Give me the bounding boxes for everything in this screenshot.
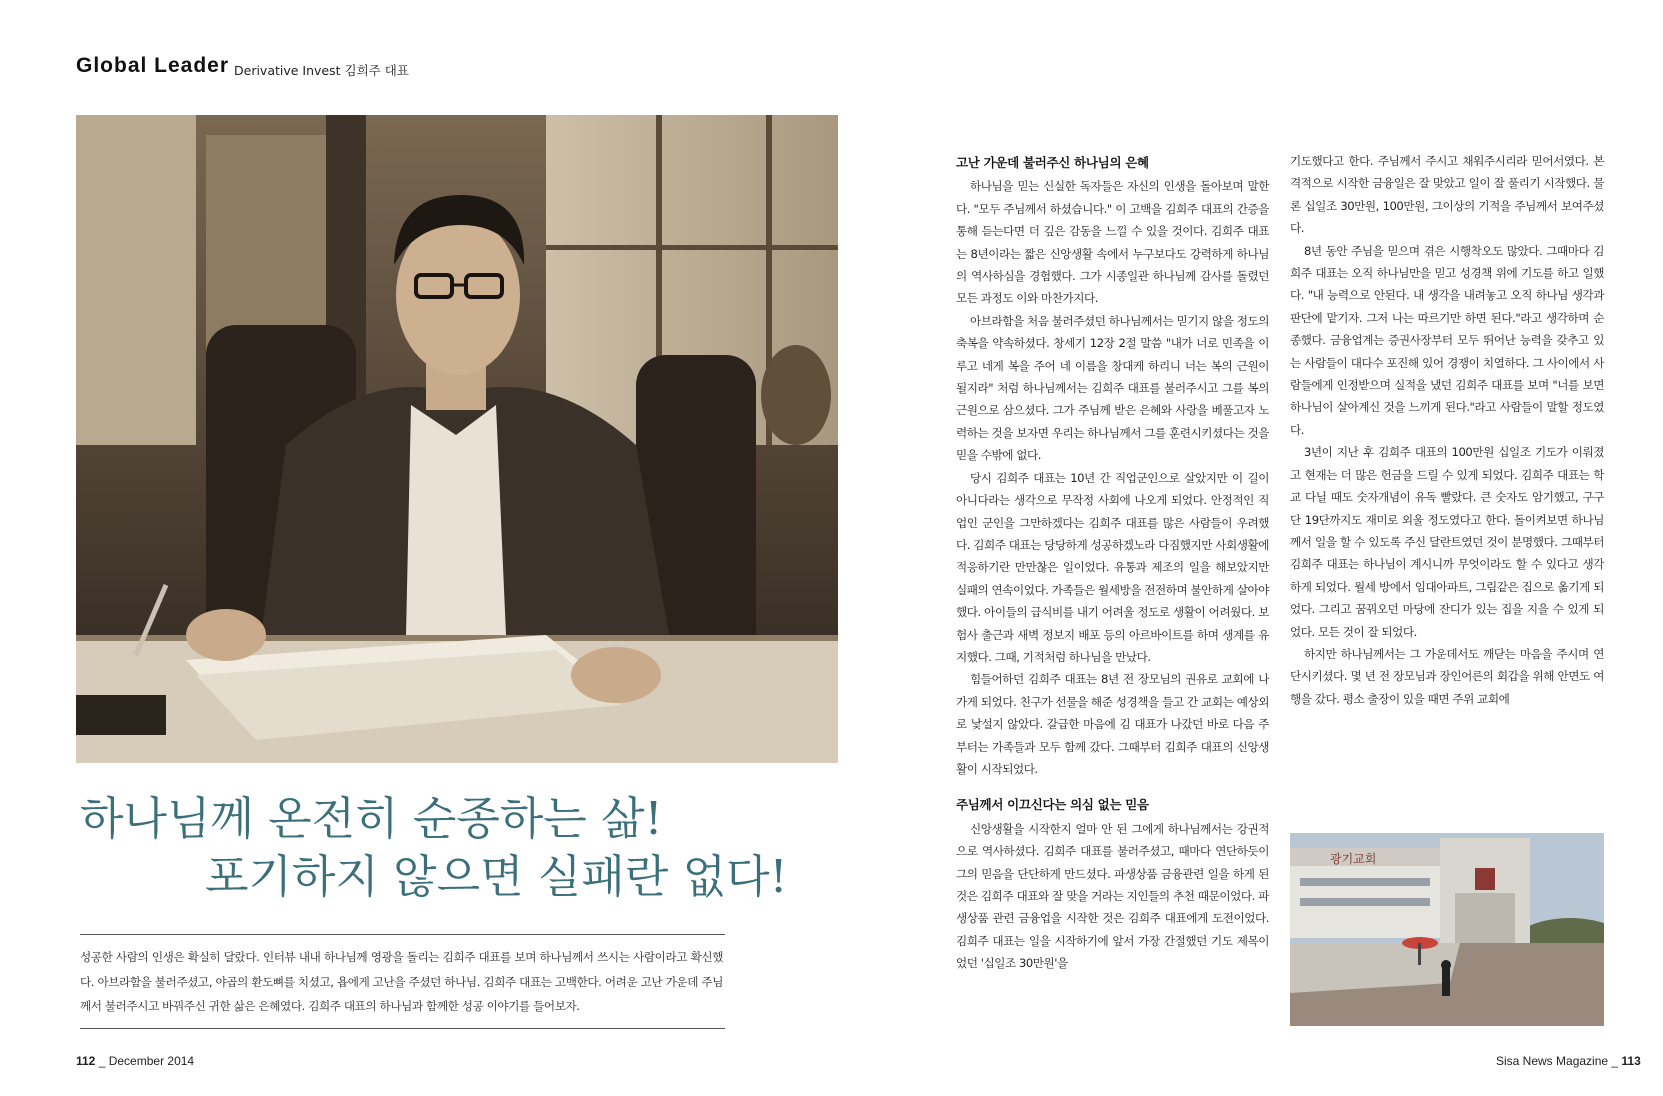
- section-subtitle: Derivative Invest 김희주 대표: [234, 63, 409, 78]
- article-paragraph: 하나님을 믿는 신실한 독자들은 자신의 인생을 돌아보며 말한다. "모두 주님께서 하셨습니다." 이 고백을 김희주 대표의 간증을 통해 듣는다면 더 깊은 감동을 느낄 수 있을 것이다. 김희주 대표는 8년이라는 짧은 신앙생활 속에서 누구보다도 강력하게 하나님의 역사하심을 경험했다. 그가 시종일관 하나님께 감사를 돌렸던 모든 과정도 이와 마찬가지다.: [956, 179, 1269, 306]
- page-number-left: 112: [76, 1054, 96, 1068]
- section-heading-1: 고난 가운데 불러주신 하나님의 은혜: [956, 155, 1149, 170]
- article-column-2: [1290, 150, 1604, 710]
- portrait-photo: [76, 115, 838, 763]
- article-paragraph: 당시 김희주 대표는 10년 간 직업군인으로 살았지만 이 길이 아니다라는 생각으로 무작정 사회에 나오게 되었다. 안정적인 직업인 군인을 그만하겠다는 김희주 대표를 많은 사람들이 우려했다. 김희주 대표는 당당하게 성공하겠노라 다짐했지만 사회생활에 적응하기란 만만찮은 일이었다. 유통과 제조의 일을 해보았지만 실패의 연속이었다. 가족들은 월세방을 전전하며 불안하게 살아야했다. 아이들의 급식비를 내기 어려울 정도로 생활이 어려웠다. 보험사 출근과 새벽 정보지 배포 등의 아르바이트를 하며 생계를 유지했다. 그때, 기적처럼 하나님을 만났다.: [956, 470, 1269, 664]
- intro-paragraph: 성공한 사람의 인생은 확실히 달랐다. 인터뷰 내내 하나님께 영광을 돌리는 김희주 대표를 보며 하나님께서 쓰시는 사람이라고 확신했다. 아브라함을 불러주셨고, 야곱의 환도뼈를 치셨고, 욥에게 고난을 주셨던 하나님. 김희주 대표는 고백한다. 어려운 고난 가운데 주님께서 불러주시고 바꿔주신 귀한 삶은 은혜였다. 김희주 대표의 하나님과 함께한 성공 이야기를 들어보자.: [80, 950, 723, 1013]
- folio-left: [76, 1054, 194, 1068]
- church-sign: 광기교회: [1330, 852, 1377, 866]
- article-paragraph: 8년 동안 주님을 믿으며 겪은 시행착오도 많았다. 그때마다 김희주 대표는 오직 하나님만을 믿고 성경책 위에 기도를 하고 일했다. "내 능력으로 안된다. 내 생각을 내려놓고 오직 하나님 생각과 판단에 맡기자. 그저 나는 따르기만 하면 된다."라고 생각하며 순종했다. 금융업계는 증권사장부터 모두 뛰어난 능력을 갖추고 있는 사람들이 대다수 포진해 있어 경쟁이 치열하다. 그 사이에서 사람들에게 인정받으며 실적을 냈던 김희주 대표를 보며 "너를 보면 하나님이 살아계신 것을 느끼게 된다."라고 사람들이 말할 정도였다.: [1290, 243, 1604, 437]
- section-heading-2: 주님께서 이끄신다는 의심 없는 믿음: [956, 797, 1149, 813]
- intro-rule-bottom: [80, 1028, 725, 1029]
- article-column-1: [956, 152, 1269, 975]
- article-paragraph: 3년이 지난 후 김희주 대표의 100만원 십일조 기도가 이뤄졌고 현재는 더 많은 헌금을 드릴 수 있게 되었다. 김희주 대표는 학교 다닐 때도 숫자개념이 유독 빨랐다. 큰 숫자도 암기했고, 구구단 19단까지도 재미로 외울 정도였다고 한다. 돌이켜보면 하나님께서 일을 할 수 있도록 주신 달란트였던 것이 분명했다. 그때부터 김희주 대표는 하나님이 계시니까 무엇이라도 할 수 있다고 생각하게 되었다. 월세 방에서 임대아파트, 그림같은 집으로 옮기게 되었다. 그리고 꿈꿔오던 마당에 잔디가 있는 집을 지을 수 있게 되었다. 모든 것이 잘 되었다.: [1290, 445, 1604, 639]
- headline-line-2: 포기하지 않으면 실패란 없다!: [205, 850, 788, 903]
- article-paragraph: 아브라함을 처음 불러주셨던 하나님께서는 믿기지 않을 정도의 축복을 약속하셨다. 창세기 12장 2절 말씀 "내가 너로 민족을 이루고 네게 복을 주어 네 이름을 창대케 하리니 너는 복의 근원이 될지라" 처럼 하나님께서는 김희주 대표를 불러주시고 그를 복의 근원으로 삼으셨다. 그가 주님께 받은 은혜와 사랑을 베풀고자 노력하는 것을 보자면 우리는 하나님께서 그를 훈련시키셨다는 것을 믿을 수밖에 없다.: [956, 313, 1269, 463]
- issue-date: _ December 2014: [98, 1054, 195, 1068]
- article-paragraph: 힘들어하던 김희주 대표는 8년 전 장모님의 권유로 교회에 나가게 되었다. 친구가 선물을 해준 성경책을 들고 간 교회는 예상외로 낯설지 않았다. 갈급한 마음에 김 대표가 나갔던 바로 다음 주부터는 가족들과 모두 함께 갔다. 그때부터 김희주 대표의 신앙생활이 시작되었다.: [956, 672, 1269, 776]
- article-paragraph: 하지만 하나님께서는 그 가운데서도 깨닫는 마음을 주시며 연단시키셨다. 몇 년 전 장모님과 장인어른의 회갑을 위해 안면도 여행을 갔다. 평소 출장이 있을 때면 주위 교회에: [1290, 646, 1604, 706]
- intro-rule-top: [80, 934, 725, 935]
- magazine-name: Sisa News Magazine _: [1496, 1054, 1619, 1068]
- folio-right: [1496, 1054, 1641, 1068]
- section-title: Global Leader: [76, 54, 230, 77]
- page-number-right: 113: [1621, 1054, 1641, 1068]
- church-photo: [1290, 833, 1604, 1026]
- headline-line-1: 하나님께 온전히 순종하는 삶!: [80, 792, 663, 845]
- article-paragraph: 기도했다고 한다. 주님께서 주시고 채워주시리라 믿어서였다. 본격적으로 시작한 금융일은 잘 맞았고 일이 잘 풀리기 시작했다. 물론 십일조 30만원, 100만원, 그이상의 기적을 주님께서 보여주셨다.: [1290, 154, 1604, 236]
- article-paragraph: 신앙생활을 시작한지 얼마 안 된 그에게 하나님께서는 강권적으로 역사하셨다. 김희주 대표를 불러주셨고, 때마다 연단하듯이 그의 믿음을 단단하게 만드셨다. 파생상품 금융관련 일을 하게 된 것은 김희주 대표와 잘 맞을 거라는 지인들의 추천 때문이었다. 파생상품 관련 금융업을 시작한 것은 김희주 대표에게 도전이었다. 김희주 대표는 일을 시작하기에 앞서 가장 간절했던 기도 제목이었던 '십일조 30만원'을: [956, 821, 1269, 971]
